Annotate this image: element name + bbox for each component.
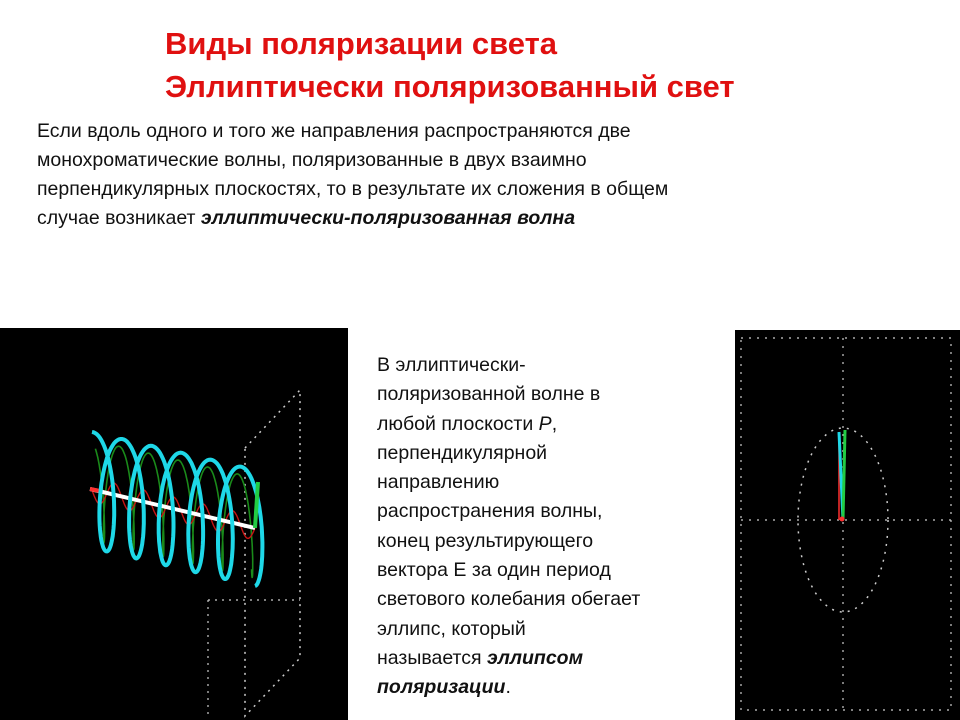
intro-line-4-text: случае возникает xyxy=(37,207,201,229)
desc-line-7: конец результирующего xyxy=(377,529,594,552)
ellipse-term: эллипсом xyxy=(486,646,584,669)
title-line-1: Виды поляризации света xyxy=(165,26,558,61)
polarization-ellipse-illustration xyxy=(735,330,960,720)
helix-wave-illustration xyxy=(0,328,348,720)
desc-line-3 xyxy=(377,410,722,439)
axis-start-marker xyxy=(90,489,100,491)
desc-line-3-comma: , xyxy=(551,412,558,435)
desc-line-3-text: любой плоскости xyxy=(377,412,539,435)
desc-line-1: В эллиптически- xyxy=(377,354,526,376)
desc-line-10: эллипс, который xyxy=(377,617,526,640)
ellipse-svg xyxy=(735,330,960,720)
slide-title xyxy=(165,22,945,108)
dotted-border xyxy=(741,338,951,710)
intro-emphasis: эллиптически-поляризованная волна xyxy=(200,207,576,229)
polarization-term: поляризации xyxy=(377,676,506,699)
desc-line-12 xyxy=(377,673,722,702)
vector-origin xyxy=(840,517,845,522)
desc-line-2: поляризованной волне в xyxy=(377,383,601,406)
title-line-2: Эллиптически поляризованный свет xyxy=(165,69,735,104)
intro-paragraph xyxy=(37,117,837,233)
intro-line-3: перпендикулярных плоскостях, то в результате их сложения в общем xyxy=(37,178,669,200)
intro-line-2: монохроматические волны, поляризованные в двух взаимно xyxy=(37,149,587,171)
desc-line-11 xyxy=(377,644,722,673)
desc-line-9: светового колебания обегает xyxy=(377,588,641,611)
helix-wave-svg xyxy=(0,328,348,720)
intro-line-1: Если вдоль одного и того же направления распространяются две xyxy=(37,120,631,142)
desc-line-4: перпендикулярной xyxy=(377,441,548,464)
plane-symbol: P xyxy=(538,412,552,435)
desc-line-8: вектора Е за один период xyxy=(377,559,611,582)
intro-line-4 xyxy=(37,204,837,233)
desc-line-5: направлению xyxy=(377,471,500,494)
field-vector-green xyxy=(843,430,845,520)
ellipse-description xyxy=(377,351,722,703)
desc-line-11-text: называется xyxy=(377,646,487,669)
desc-line-6: распространения волны, xyxy=(377,500,603,523)
desc-line-12-period: . xyxy=(505,676,511,699)
